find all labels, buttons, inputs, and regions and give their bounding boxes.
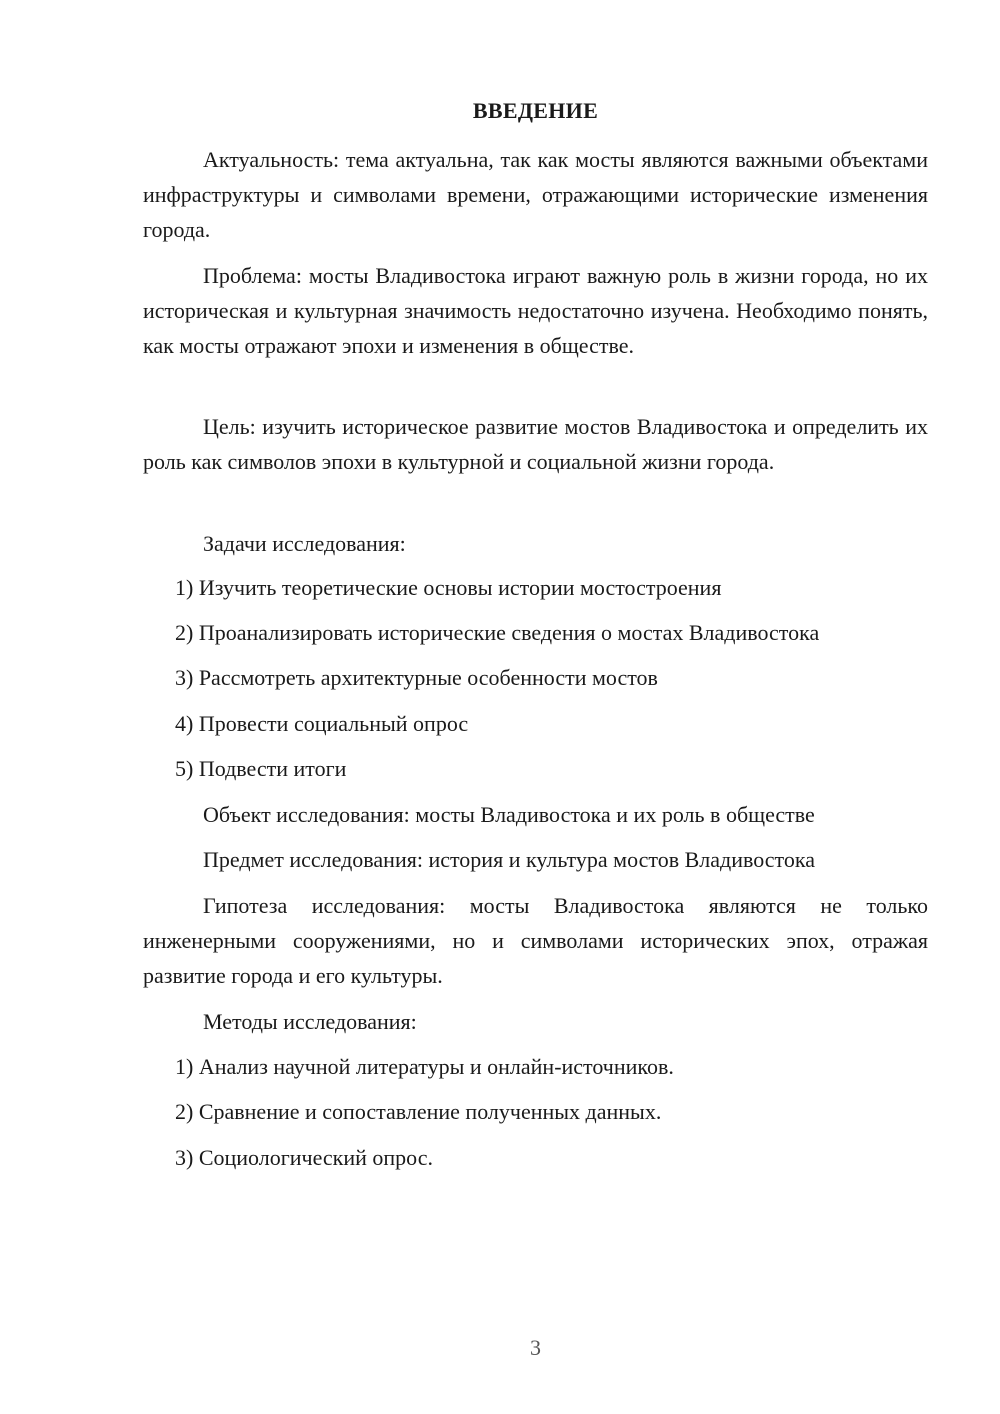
paragraph-problem: Проблема: мосты Владивостока играют важную роль в жизни города, но их историческая и культурная значимость недостаточно изучена. Необходимо понять, как мосты отражают эпохи и изменения в обществе. [143, 263, 928, 358]
paragraph-object: Объект исследования: мосты Владивостока и их роль в обществе [203, 802, 815, 827]
task-item: 1) Изучить теоретические основы истории мостостроения [175, 575, 722, 600]
task-item: 2) Проанализировать исторические сведения о мостах Владивостока [175, 620, 820, 645]
paragraph-subject: Предмет исследования: история и культура мостов Владивостока [203, 847, 815, 872]
method-item: 3) Социологический опрос. [175, 1145, 433, 1170]
paragraph-goal: Цель: изучить историческое развитие мостов Владивостока и определить их роль как символов эпохи в культурной и социальной жизни города. [143, 414, 928, 474]
task-item: 4) Провести социальный опрос [175, 711, 469, 736]
tasks-heading: Задачи исследования: [203, 531, 406, 556]
paragraph-relevance: Актуальность: тема актуальна, так как мосты являются важными объектами инфраструктуры и символами времени, отражающими исторические изменения города. [143, 147, 928, 242]
document-page [143, 0, 928, 1414]
method-item: 1) Анализ научной литературы и онлайн-источников. [175, 1054, 674, 1079]
method-item: 2) Сравнение и сопоставление полученных данных. [175, 1099, 662, 1124]
paragraph-hypothesis: Гипотеза исследования: мосты Владивостока являются не только инженерными сооружениями, но и символами исторических эпох, отражая развитие города и его культуры. [143, 893, 928, 988]
section-title: ВВЕДЕНИЕ [472, 98, 599, 123]
page-number: 3 [530, 1335, 541, 1360]
task-item: 5) Подвести итоги [175, 756, 347, 781]
task-item: 3) Рассмотреть архитектурные особенности мостов [175, 665, 658, 690]
methods-heading: Методы исследования: [203, 1009, 417, 1034]
